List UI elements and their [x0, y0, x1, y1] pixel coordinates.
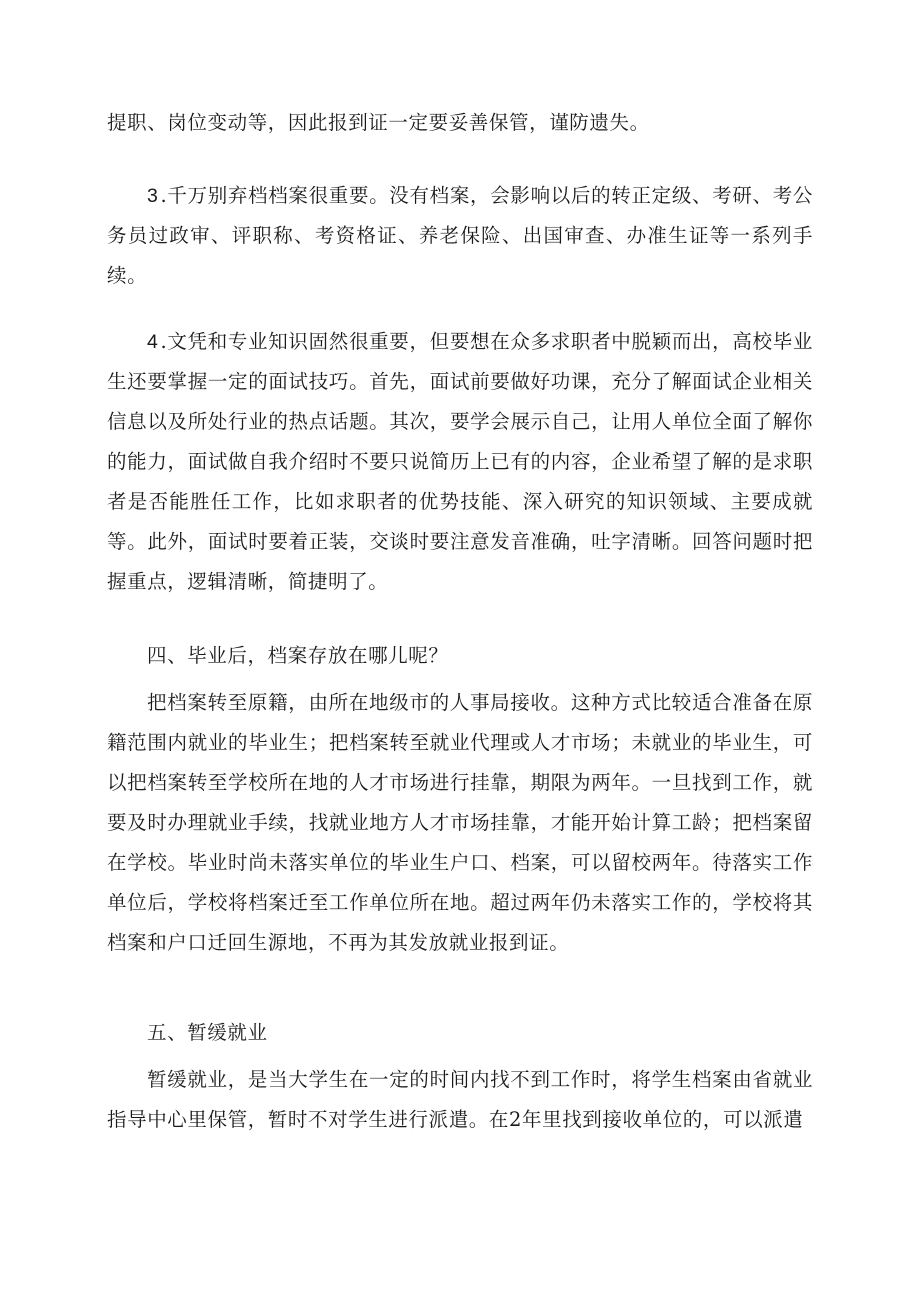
item-number: 3	[147, 185, 159, 207]
paragraph-text: 把档案转至原籍，由所在地级市的人事局接收。这种方式比较适合准备在原籍范围内就业的毕业生；把档案转至就业代理或人才市场；未就业的毕业生，可以把档案转至学校所在地的人才市场进行挂靠，期限为两年。一旦找到工作，就要及时办理就业手续，找就业地方人才市场挂靠，才能开始计算工龄；把档案留在学校。毕业时尚未落实单位的毕业生户口、档案，可以留校两年。待落实工作单位后，学校将档案迁至工作单位所在地。超过两年仍未落实工作的，学校将其档案和户口迁回生源地，不再为其发放就业报到证。	[107, 691, 813, 954]
section-heading-archive-storage	[107, 636, 813, 676]
paragraph-text: 提职、岗位变动等，因此报到证一定要妥善保管，谨防遗失。	[107, 111, 650, 134]
paragraph-archive-storage	[107, 683, 813, 963]
heading-text: 四、毕业后，档案存放在哪儿呢？	[147, 644, 449, 667]
section-heading-deferred-employment	[107, 1013, 813, 1053]
paragraph-item-3	[107, 176, 813, 296]
paragraph-text: 暂缓就业，是当大学生在一定的时间内找不到工作时，将学生档案由省就业指导中心里保管，暂时不对学生进行派遣。在2年里找到接收单位的，可以派遣	[107, 1068, 813, 1131]
paragraph-item-4	[107, 322, 813, 602]
item-number: 4	[147, 331, 159, 353]
paragraph-deferred-employment	[107, 1060, 813, 1140]
paragraph-continuation	[107, 103, 813, 143]
paragraph-text: .千万别弃档档案很重要。没有档案，会影响以后的转正定级、考研、考公务员过政审、评职称、考资格证、养老保险、出国审查、办准生证等一系列手续。	[107, 184, 813, 287]
heading-text: 五、暂缓就业	[147, 1021, 268, 1044]
paragraph-text: .文凭和专业知识固然很重要，但要想在众多求职者中脱颖而出，高校毕业生还要掌握一定的面试技巧。首先，面试前要做好功课，充分了解面试企业相关信息以及所处行业的热点话题。其次，要学会展示自己，让用人单位全面了解你的能力，面试做自我介绍时不要只说简历上已有的内容，企业希望了解的是求职者是否能胜任工作，比如求职者的优势技能、深入研究的知识领域、主要成就等。此外，面试时要着正装，交谈时要注意发音准确，吐字清晰。回答问题时把握重点，逻辑清晰，简捷明了。	[107, 330, 813, 593]
